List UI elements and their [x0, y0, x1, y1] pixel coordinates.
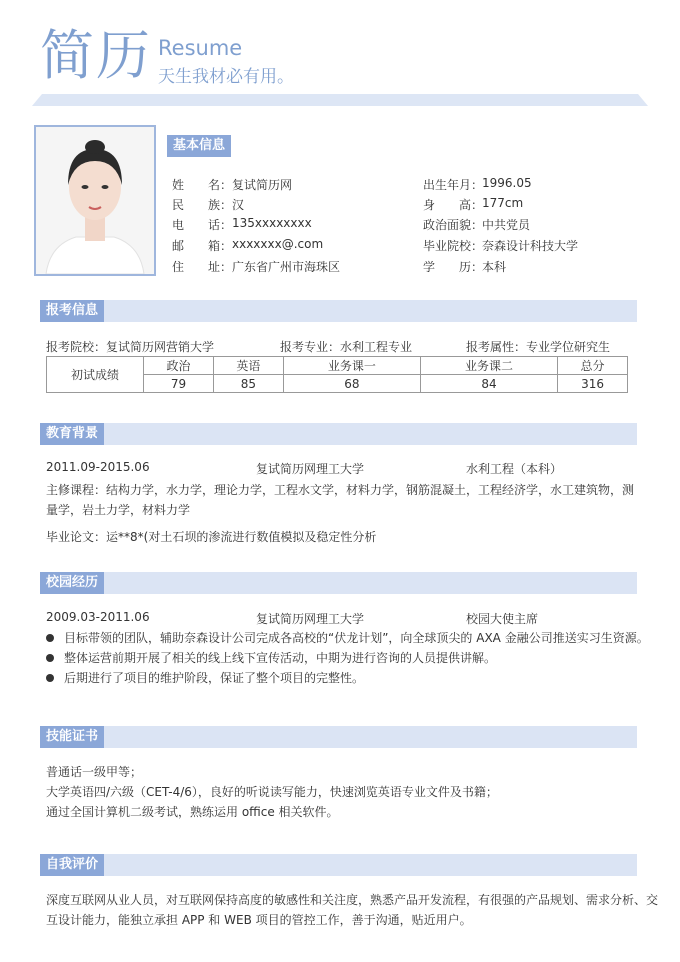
- basic-label: 政治面貌：: [423, 218, 484, 232]
- score-header: 英语: [213, 357, 283, 375]
- resume-title: 简历: [40, 24, 152, 87]
- education-school: 复试简历网理工大学: [256, 462, 365, 476]
- header-divider: [32, 94, 648, 106]
- basic-label: 住 址：: [172, 260, 233, 274]
- basic-birth-value: 1996.05: [482, 176, 532, 190]
- basic-label: 学 历：: [423, 260, 484, 274]
- basic-political-value: 中共党员: [482, 218, 531, 232]
- basic-phone-value: 135xxxxxxxx: [232, 216, 312, 230]
- section-band-self: [40, 854, 637, 876]
- basic-label: 身 高：: [423, 198, 484, 212]
- apply-school: 报考院校：复试简历网营销大学: [46, 340, 215, 354]
- basic-address-value: 广东省广州市海珠区: [232, 260, 341, 274]
- score-table: [46, 356, 628, 393]
- section-band-campus: [40, 572, 637, 594]
- score-value: 85: [213, 375, 283, 393]
- basic-school-value: 奈森设计科技大学: [482, 239, 579, 253]
- section-title-education: 教育背景: [40, 423, 104, 445]
- section-title-self: 自我评价: [40, 854, 104, 876]
- campus-item: 目标带领的团队，辅助奈森设计公司完成各高校的“伏龙计划”，向全球顶尖的 AXA 金融公司推送实习生资源。: [64, 631, 649, 645]
- education-courses: 主修课程：结构力学，水力学，理论力学，工程水文学，材料力学，钢筋混凝土，工程经济学，水工建筑物，测: [46, 483, 635, 497]
- score-header: 业务课一: [283, 357, 420, 375]
- section-title-campus: 校园经历: [40, 572, 104, 594]
- section-band-apply: [40, 300, 637, 322]
- apply-attribute: 报考属性：专业学位研究生: [466, 340, 611, 354]
- education-period: 2011.09-2015.06: [46, 460, 150, 474]
- basic-name-value: 复试简历网: [232, 178, 293, 192]
- score-header: 业务课二: [420, 357, 557, 375]
- section-title-skills: 技能证书: [40, 726, 104, 748]
- skill-item: 通过全国计算机二级考试，熟练运用 office 相关软件。: [46, 805, 339, 819]
- basic-height-value: 177cm: [482, 196, 524, 210]
- campus-item: 整体运营前期开展了相关的线上线下宣传活动，中期为进行咨询的人员提供讲解。: [64, 651, 497, 665]
- basic-label: 姓 名：: [172, 178, 233, 192]
- basic-label: 出生年月：: [423, 178, 484, 192]
- basic-degree-value: 本科: [482, 260, 507, 274]
- score-value: 316: [558, 375, 628, 393]
- basic-email-value: xxxxxxx@.com: [232, 237, 324, 251]
- basic-label: 民 族：: [172, 198, 233, 212]
- skill-item: 普通话一级甲等；: [46, 765, 143, 779]
- profile-photo: [34, 125, 156, 276]
- resume-subtitle-en: Resume: [158, 36, 243, 60]
- basic-label: 毕业院校：: [423, 239, 484, 253]
- bullet-icon: [46, 634, 54, 642]
- score-header: 总分: [558, 357, 628, 375]
- self-evaluation-line: 深度互联网从业人员，对互联网保持高度的敏感性和关注度，熟悉产品开发流程，有很强的产品规划、需求分析、交: [46, 893, 659, 907]
- score-row-label: 初试成绩: [47, 357, 144, 393]
- bullet-icon: [46, 654, 54, 662]
- basic-ethnicity-value: 汉: [232, 198, 245, 212]
- education-major: 水利工程（本科）: [466, 462, 563, 476]
- section-band-education: [40, 423, 637, 445]
- apply-major: 报考专业：水利工程专业: [280, 340, 413, 354]
- campus-role: 校园大使主席: [466, 612, 539, 626]
- skill-item: 大学英语四/六级（CET-4/6），良好的听说读写能力，快速浏览英语专业文件及书籍；: [46, 785, 498, 799]
- section-title-basic: 基本信息: [167, 135, 231, 157]
- education-thesis: 毕业论文：运**8*(对土石坝的渗流进行数值模拟及稳定性分析: [46, 530, 377, 544]
- campus-school: 复试简历网理工大学: [256, 612, 365, 626]
- basic-label: 邮 箱：: [172, 239, 233, 253]
- score-header: 政治: [144, 357, 214, 375]
- section-title-apply: 报考信息: [40, 300, 104, 322]
- campus-item: 后期进行了项目的维护阶段，保证了整个项目的完整性。: [64, 671, 365, 685]
- basic-label: 电 话：: [172, 218, 233, 232]
- bullet-icon: [46, 674, 54, 682]
- resume-slogan: 天生我材必有用。: [158, 67, 294, 87]
- education-courses-cont: 量学，岩土力学，材料力学: [46, 503, 191, 517]
- score-value: 79: [144, 375, 214, 393]
- section-band-skills: [40, 726, 637, 748]
- campus-period: 2009.03-2011.06: [46, 610, 150, 624]
- self-evaluation-line: 互设计能力，能独立承担 APP 和 WEB 项目的管控工作，善于沟通，贴近用户。: [46, 913, 472, 927]
- score-value: 68: [283, 375, 420, 393]
- score-value: 84: [420, 375, 557, 393]
